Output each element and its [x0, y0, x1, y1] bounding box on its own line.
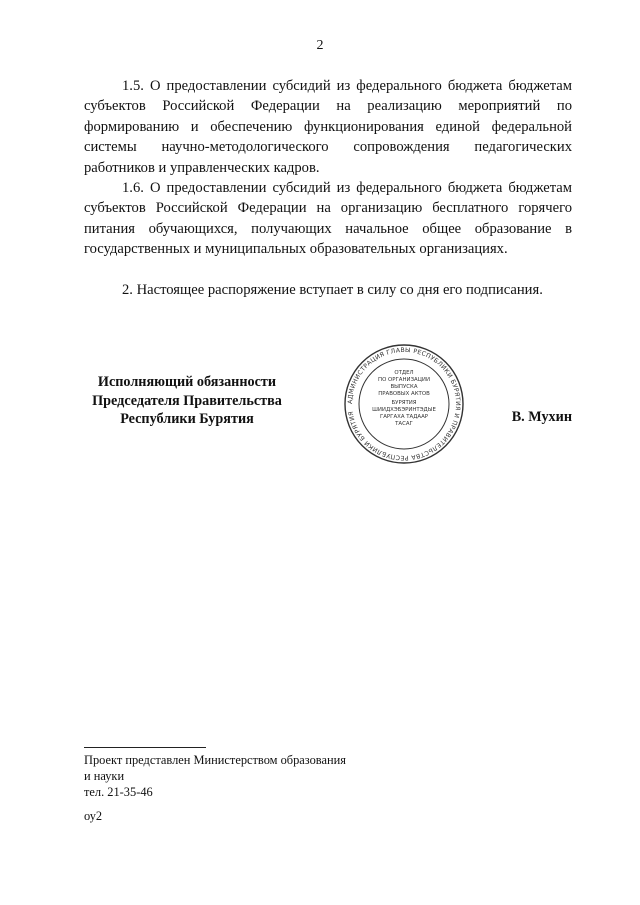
- official-seal-stamp: [340, 344, 468, 464]
- signatory-title-line-1: Исполняющий обязанности: [97, 374, 277, 390]
- footnote: [84, 752, 346, 800]
- footnote-phone: тел. 21-35-46: [84, 785, 153, 799]
- page-number: 2: [316, 38, 324, 53]
- seal-center-line: БУРЯТИЯ: [391, 400, 417, 406]
- seal-center-line: ШИИДХЭБЭРИНТЭДЫЕ: [372, 407, 436, 413]
- footnote-line-2: и науки: [84, 769, 125, 783]
- signatory-title: [84, 373, 290, 429]
- seal-center-line: ПРАВОВЫХ АКТОВ: [378, 391, 430, 397]
- document-code: оу2: [84, 809, 103, 823]
- seal-center-line: ГАРГАХА ТАДААР: [379, 414, 429, 420]
- seal-center-line: ВЫПУСКА: [390, 384, 418, 390]
- signatory-title-line-2: Председателя Правительства: [92, 392, 282, 409]
- signatory-name: В. Мухин: [511, 409, 572, 425]
- seal-outer-text: АДМИНИСТРАЦИЯ ГЛАВЫ РЕСПУБЛИКИ БУРЯТИЯ И ПРАВИТЕЛЬСТВА РЕСПУБЛИКИ БУРЯТИЯ: [346, 346, 462, 462]
- paragraph-1-6: 1.6. О предоставлении субсидий из федерального бюджета бюджетам субъектов Российской Федерации на организацию бесплатного горячего питания обучающихся, получающих начальное общее образование в государственных и муниципальных образовательных организациях.: [84, 180, 572, 258]
- seal-center-line: ПО ОРГАНИЗАЦИИ: [378, 377, 430, 383]
- seal-center-line: ОТДЕЛ: [394, 370, 414, 376]
- document-body: [84, 76, 572, 300]
- signatory-title-line-3: Республики Бурятия: [120, 411, 254, 427]
- footnote-line-1: Проект представлен Министерством образования: [84, 753, 346, 767]
- footnote-divider: [84, 747, 206, 748]
- seal-center-line: ТАСАГ: [395, 421, 413, 427]
- paragraph-2: 2. Настоящее распоряжение вступает в силу со дня его подписания.: [122, 281, 543, 298]
- paragraph-1-5: 1.5. О предоставлении субсидий из федерального бюджета бюджетам субъектов Российской Федерации на реализацию мероприятий по формированию и обеспечению функционирования единой федеральной системы научно-методологического сопровождения педагогических работников и управленческих кадров.: [84, 78, 572, 176]
